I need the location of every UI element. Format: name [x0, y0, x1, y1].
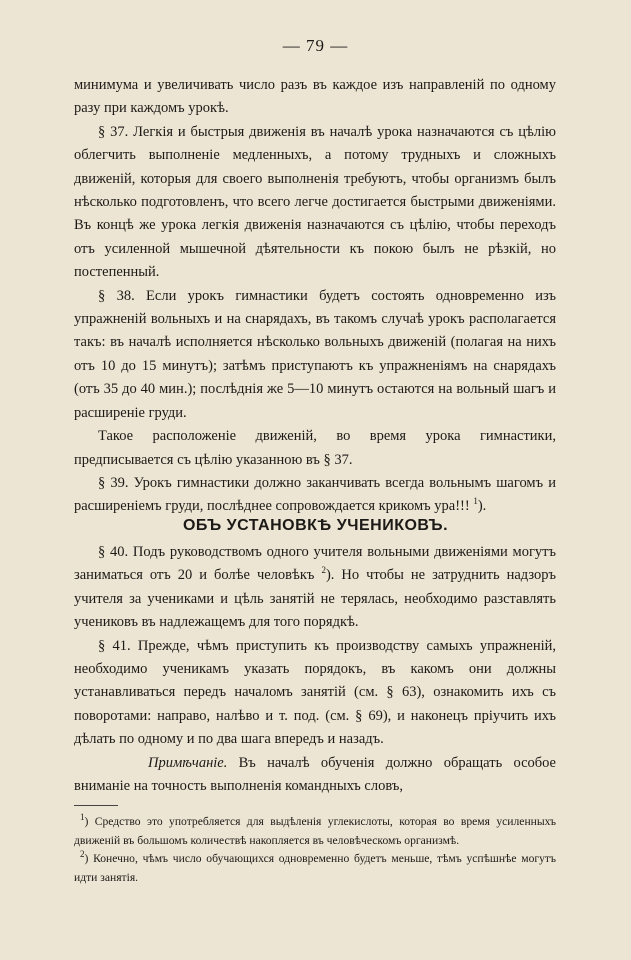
- footnote-ref-1: 1: [473, 496, 478, 507]
- paragraph-38: § 38. Если урокъ гимнастики будетъ состоять одновременно изъ упражненій вольныхъ и на снарядахъ, въ такомъ случаѣ урокъ располагается такъ: въ началѣ исполняется нѣсколько вольныхъ движеній (полагая на нихъ отъ 10 до 15 минутъ); затѣмъ приступаютъ къ упражненіямъ на снарядахъ (отъ 35 до 40 мин.); послѣднія же 5—10 минутъ остаются на вольный шагъ и расширеніе груди.: [74, 287, 556, 421]
- paragraph-continuation: минимума и увеличивать число разъ въ каждое изъ направленій по одному разу при каждомъ урокѣ.: [74, 77, 556, 117]
- page-number: — 79 —: [282, 36, 349, 55]
- paragraph-39: [74, 472, 556, 519]
- paragraph-41: § 41. Прежде, чѣмъ приступить къ производству самыхъ упражненій, необходимо ученикамъ указать порядокъ, въ какомъ они должны устанавливаться передъ началомъ занятій (см. § 63), ознакомить ихъ съ поворотами: направо, налѣво и т. под. (см. § 69), и наконецъ пріучить ихъ дѣлать по одному и по два шага впередъ и назадъ.: [74, 637, 556, 748]
- footnote-ref-1-close: ).: [477, 498, 487, 515]
- footnote-1-mark: 1: [80, 812, 85, 823]
- note-text: Въ началѣ обученія должно обращать особое вниманіе на точность выполненія командныхъ словъ,: [74, 754, 556, 795]
- paragraph-37: § 37. Легкія и быстрыя движенія въ началѣ урока назначаются съ цѣлію облегчить выполненіе медленныхъ, а потому трудныхъ и сложныхъ движеній, которыя для своего выполненія требуютъ, чтобы организмъ былъ нѣсколько подготовленъ, что всего легче достигается быстрыми движеніями. Въ концѣ же урока легкія движенія назначаются съ цѣлію, чтобы переходъ отъ усиленной мышечной дѣятельности къ покою былъ не рѣзкій, но постепенный.: [74, 123, 556, 281]
- footnote-2-mark: 2: [80, 849, 85, 860]
- paragraph-arrangement: Такое расположеніе движеній, во время урока гимнастики, предписывается съ цѣлію указанною въ § 37.: [74, 428, 556, 468]
- footnote-2-text: ) Конечно, чѣмъ число обучающихся одновременно будетъ меньше, тѣмъ успѣшнѣе могутъ идти занятія.: [74, 852, 556, 884]
- paragraph-40: [74, 541, 556, 635]
- footnotes: [74, 813, 556, 887]
- note-label: Примѣчаніе.: [148, 754, 228, 771]
- footnote-1: [74, 813, 556, 850]
- paragraph-39-text: § 39. Урокъ гимнастики должно заканчивать всегда вольнымъ шагомъ и расширеніемъ груди, послѣднее сопровождается крикомъ ура!!!: [74, 474, 556, 515]
- paragraph-40-text-b: ). Но чтобы не затруднить надзоръ учителя за учениками и цѣль занятій не терялась, необходимо разставлять учениковъ въ надлежащемъ для того порядкѣ.: [74, 567, 556, 631]
- main-text-bottom: [74, 541, 556, 798]
- footnote-2: [74, 850, 556, 887]
- note-paragraph: [74, 752, 556, 799]
- section-heading: ОБЪ УСТАНОВКѢ УЧЕНИКОВЪ.: [182, 517, 449, 534]
- paragraph-40-text-a: § 40. Подъ руководствомъ одного учителя вольными движеніями могутъ заниматься отъ 20 и болѣе человѣкъ: [74, 544, 556, 584]
- main-text-top: [74, 74, 556, 519]
- footnote-ref-2: 2: [321, 565, 326, 576]
- footnote-1-text: ) Средство это употребляется для выдѣленія углекислоты, которая во время усиленныхъ движеній въ большомъ количествѣ накопляется въ человѣческомъ организмѣ.: [74, 815, 556, 847]
- footnote-separator: [74, 805, 118, 806]
